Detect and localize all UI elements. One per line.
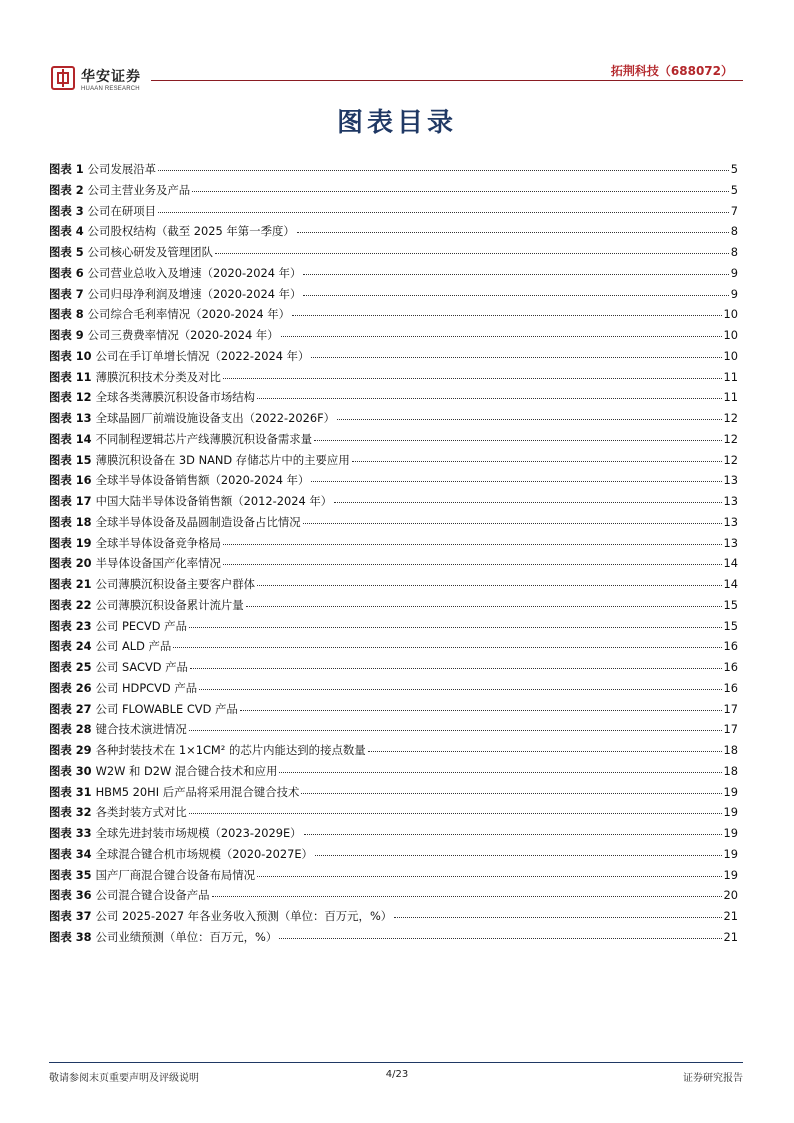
toc-entry-title: 公司 2025-2027 年各业务收入预测（单位：百万元，%） <box>95 909 393 923</box>
toc-leader-dots <box>158 212 729 213</box>
toc-entry[interactable] <box>49 306 738 327</box>
toc-entry[interactable] <box>49 535 738 556</box>
toc-entry-title: 公司归母净利润及增速（2020-2024 年） <box>87 286 302 301</box>
toc-leader-dots <box>190 668 722 669</box>
toc-entry-heading <box>49 742 366 758</box>
toc-leader-dots <box>257 585 721 586</box>
toc-entry[interactable] <box>49 265 738 286</box>
toc-entry-heading <box>49 431 312 447</box>
toc-entry-title: 半导体设备国产化率情况 <box>95 556 221 571</box>
toc-entry-title: 公司薄膜沉积设备累计流片量 <box>95 597 244 612</box>
toc-entry-label: 图表 14 <box>49 431 92 446</box>
toc-leader-dots <box>173 647 721 648</box>
toc-entry-heading <box>49 265 301 281</box>
toc-entry-title: 公司业绩预测（单位：百万元，%） <box>95 929 278 944</box>
toc-entry-label: 图表 30 <box>49 763 92 778</box>
toc-entry-title: 公司 ALD 产品 <box>95 639 172 654</box>
toc-leader-dots <box>158 170 729 171</box>
toc-entry-label: 图表 18 <box>49 514 92 529</box>
toc-entry-heading <box>49 555 221 571</box>
toc-entry-page: 16 <box>723 660 738 674</box>
toc-leader-dots <box>199 689 721 690</box>
toc-entry-label: 图表 3 <box>49 203 84 218</box>
toc-entry-label: 图表 36 <box>49 888 92 903</box>
toc-entry[interactable] <box>49 161 738 182</box>
toc-entry-label: 图表 22 <box>49 597 92 612</box>
toc-entry[interactable] <box>49 369 738 390</box>
toc-entry[interactable] <box>49 908 738 929</box>
toc-entry-heading <box>49 514 301 530</box>
toc-entry[interactable] <box>49 493 738 514</box>
toc-entry-heading <box>49 597 244 613</box>
toc-entry[interactable] <box>49 223 738 244</box>
toc-entry-page: 15 <box>723 618 738 633</box>
footer-disclaimer: 敬请参阅末页重要声明及评级说明 <box>49 1073 199 1084</box>
toc-entry-title: 公司主营业务及产品 <box>87 182 191 197</box>
toc-entry-heading <box>49 244 213 260</box>
toc-entry-title: 公司三费费率情况（2020-2024 年） <box>87 328 279 342</box>
header-divider <box>151 80 743 81</box>
toc-entry-label: 图表 6 <box>49 265 84 280</box>
toc-entry-label: 图表 17 <box>49 494 92 508</box>
toc-entry[interactable] <box>49 182 738 203</box>
toc-leader-dots <box>301 793 721 794</box>
toc-entry-heading <box>49 535 221 551</box>
toc-leader-dots <box>215 253 729 254</box>
toc-entry-label: 图表 37 <box>49 909 92 923</box>
toc-entry-heading <box>49 659 188 675</box>
toc-entry-heading <box>49 867 255 883</box>
toc-entry-title: 公司发展沿革 <box>87 162 157 176</box>
brand-name-en: HUAAN RESEARCH <box>81 86 140 92</box>
toc-entry[interactable] <box>49 472 738 493</box>
toc-entry-label: 图表 16 <box>49 473 92 488</box>
toc-leader-dots <box>303 523 722 524</box>
toc-leader-dots <box>192 191 729 192</box>
toc-entry-label: 图表 1 <box>49 162 84 176</box>
toc-entry-page: 17 <box>723 701 738 716</box>
toc-entry-page: 10 <box>723 307 738 322</box>
toc-leader-dots <box>352 461 722 462</box>
toc-leader-dots <box>334 502 721 503</box>
toc-entry[interactable] <box>49 618 738 639</box>
toc-entry[interactable] <box>49 929 738 950</box>
toc-entry-title: 全球晶圆厂前端设施设备支出（2022-2026F） <box>95 411 336 425</box>
toc-entry-title: 公司在研项目 <box>87 203 157 218</box>
toc-entry-heading <box>49 348 309 364</box>
toc-entry-page: 8 <box>730 245 738 259</box>
toc-entry-heading <box>49 721 187 737</box>
toc-leader-dots <box>257 398 721 399</box>
toc-entry-page: 10 <box>723 348 738 363</box>
footer-report-type: 证券研究报告 <box>683 1073 743 1084</box>
toc-entry-page: 19 <box>723 784 738 799</box>
toc-entry-title: 薄膜沉积技术分类及对比 <box>95 369 221 384</box>
toc-entry-title: 国产厂商混合键合设备布局情况 <box>95 867 256 882</box>
toc-leader-dots <box>297 232 729 233</box>
toc-leader-dots <box>315 855 722 856</box>
toc-entry-title: 各类封装方式对比 <box>95 805 187 820</box>
toc-entry[interactable] <box>49 203 738 224</box>
toc-entry[interactable] <box>49 638 738 659</box>
toc-entry-title: 公司 PECVD 产品 <box>95 618 187 633</box>
toc-entry-label: 图表 19 <box>49 535 92 550</box>
toc-leader-dots <box>368 751 722 752</box>
toc-leader-dots <box>240 710 722 711</box>
toc-leader-dots <box>246 606 722 607</box>
toc-entry-title: 公司核心研发及管理团队 <box>87 245 213 259</box>
toc-entry-label: 图表 11 <box>49 369 92 384</box>
toc-entry-page: 17 <box>723 722 738 737</box>
toc-leader-dots <box>279 772 721 773</box>
toc-entry-heading <box>49 493 332 509</box>
toc-entry-page: 20 <box>723 888 738 903</box>
toc-entry-heading <box>49 638 171 654</box>
toc-entry-label: 图表 4 <box>49 224 84 239</box>
company-ticker: 拓荆科技（688072） <box>610 64 733 78</box>
toc-entry-title: W2W 和 D2W 混合键合技术和应用 <box>95 763 278 778</box>
toc-entry[interactable] <box>49 576 738 597</box>
toc-entry-heading <box>49 203 156 219</box>
toc-entry-title: 全球各类薄膜沉积设备市场结构 <box>95 390 256 405</box>
toc-leader-dots <box>189 813 722 814</box>
toc-entry-heading <box>49 306 290 322</box>
toc-entry[interactable] <box>49 348 738 369</box>
toc-entry[interactable] <box>49 680 738 701</box>
toc-entry-title: 公司综合毛利率情况（2020-2024 年） <box>87 307 291 322</box>
toc-entry[interactable] <box>49 846 738 867</box>
toc-entry[interactable] <box>49 514 738 535</box>
toc-entry-page: 19 <box>723 805 738 820</box>
toc-entry[interactable] <box>49 410 738 431</box>
toc-entry[interactable] <box>49 555 738 576</box>
toc-entry-title: 薄膜沉积设备在 3D NAND 存储芯片中的主要应用 <box>95 452 350 467</box>
toc-leader-dots <box>189 730 722 731</box>
toc-entry-page: 12 <box>723 411 738 425</box>
toc-entry-heading <box>49 784 299 800</box>
toc-entry-label: 图表 32 <box>49 805 92 820</box>
toc-entry-title: 中国大陆半导体设备销售额（2012-2024 年） <box>95 494 333 508</box>
toc-entry-heading <box>49 161 156 177</box>
toc-entry-page: 14 <box>723 577 738 591</box>
toc-entry-label: 图表 15 <box>49 452 92 467</box>
toc-entry-page: 5 <box>730 162 738 176</box>
toc-entry-label: 图表 24 <box>49 639 92 654</box>
toc-entry-label: 图表 33 <box>49 826 92 840</box>
toc-entry-label: 图表 9 <box>49 328 84 342</box>
toc-entry[interactable] <box>49 286 738 307</box>
toc-entry-label: 图表 25 <box>49 660 92 674</box>
toc-entry-label: 图表 38 <box>49 929 92 944</box>
toc-entry-label: 图表 28 <box>49 722 92 737</box>
toc-entry[interactable] <box>49 701 738 722</box>
toc-leader-dots <box>279 938 721 939</box>
toc-entry-heading <box>49 182 190 198</box>
brand-seal-icon <box>51 66 75 90</box>
toc-entry-page: 19 <box>723 846 738 861</box>
toc-entry-page: 13 <box>723 535 738 550</box>
toc-leader-dots <box>223 564 722 565</box>
toc-leader-dots <box>257 876 721 877</box>
toc-entry-label: 图表 2 <box>49 182 84 197</box>
toc-entry-heading <box>49 286 301 302</box>
toc-entry-heading <box>49 887 210 903</box>
table-of-figures <box>49 161 738 950</box>
toc-entry-label: 图表 8 <box>49 307 84 322</box>
toc-entry-label: 图表 34 <box>49 846 92 861</box>
toc-entry-title: 公司 FLOWABLE CVD 产品 <box>95 701 238 716</box>
toc-entry-label: 图表 29 <box>49 743 92 757</box>
toc-entry-title: 键合技术演进情况 <box>95 722 187 737</box>
toc-leader-dots <box>212 896 722 897</box>
toc-entry[interactable] <box>49 804 738 825</box>
toc-entry-title: 全球混合键合机市场规模（2020-2027E） <box>95 846 313 861</box>
toc-entry-page: 19 <box>723 826 738 840</box>
toc-leader-dots <box>281 336 722 337</box>
toc-leader-dots <box>311 481 721 482</box>
toc-leader-dots <box>223 378 722 379</box>
toc-entry-page: 11 <box>723 390 738 405</box>
toc-entry-heading <box>49 452 350 468</box>
toc-entry-page: 8 <box>730 224 738 239</box>
toc-entry-title: 公司混合键合设备产品 <box>95 888 210 903</box>
toc-entry-title: HBM5 20HI 后产品将采用混合键合技术 <box>95 784 300 799</box>
toc-entry-title: 全球先进封装市场规模（2023-2029E） <box>95 826 302 840</box>
toc-entry-heading <box>49 389 255 405</box>
toc-entry-page: 9 <box>730 265 738 280</box>
toc-entry[interactable] <box>49 867 738 888</box>
toc-entry[interactable] <box>49 659 738 680</box>
toc-entry-label: 图表 12 <box>49 390 92 405</box>
toc-entry-heading <box>49 825 302 841</box>
toc-leader-dots <box>311 357 721 358</box>
toc-entry-page: 21 <box>723 909 738 923</box>
toc-leader-dots <box>223 544 722 545</box>
toc-entry-page: 9 <box>730 286 738 301</box>
toc-entry-title: 全球半导体设备销售额（2020-2024 年） <box>95 473 310 488</box>
toc-entry-title: 公司营业总收入及增速（2020-2024 年） <box>87 265 302 280</box>
toc-leader-dots <box>292 315 721 316</box>
toc-entry-title: 公司薄膜沉积设备主要客户群体 <box>95 577 256 591</box>
toc-entry-title: 公司 HDPCVD 产品 <box>95 680 198 695</box>
toc-entry-page: 21 <box>723 929 738 944</box>
toc-entry-label: 图表 13 <box>49 411 92 425</box>
toc-entry-heading <box>49 701 238 717</box>
toc-entry-page: 12 <box>723 431 738 446</box>
toc-entry[interactable] <box>49 431 738 452</box>
toc-entry-title: 各种封装技术在 1×1CM² 的芯片内能达到的接点数量 <box>95 743 366 757</box>
toc-entry-page: 5 <box>730 182 738 197</box>
toc-entry-page: 16 <box>723 639 738 654</box>
toc-entry-label: 图表 20 <box>49 556 92 571</box>
toc-entry-title: 全球半导体设备及晶圆制造设备占比情况 <box>95 514 301 529</box>
toc-entry[interactable] <box>49 452 738 473</box>
toc-entry-page: 13 <box>723 494 738 508</box>
toc-entry-page: 13 <box>723 514 738 529</box>
toc-entry-page: 18 <box>723 743 738 757</box>
toc-entry-page: 12 <box>723 452 738 467</box>
toc-entry[interactable] <box>49 784 738 805</box>
footer-divider <box>49 1062 743 1063</box>
toc-entry-page: 15 <box>723 597 738 612</box>
toc-entry[interactable] <box>49 597 738 618</box>
toc-entry-heading <box>49 369 221 385</box>
toc-entry-page: 16 <box>723 680 738 695</box>
page-number: 4/23 <box>385 1069 409 1080</box>
toc-leader-dots <box>314 440 721 441</box>
toc-entry-label: 图表 35 <box>49 867 92 882</box>
toc-entry-page: 7 <box>730 203 738 218</box>
toc-leader-dots <box>303 295 728 296</box>
toc-entry-heading <box>49 223 295 239</box>
toc-entry-heading <box>49 763 277 779</box>
toc-entry-title: 公司 SACVD 产品 <box>95 660 188 674</box>
toc-entry[interactable] <box>49 721 738 742</box>
toc-entry-heading <box>49 929 277 945</box>
toc-entry-label: 图表 10 <box>49 348 92 363</box>
toc-entry-heading <box>49 846 313 862</box>
toc-leader-dots <box>303 274 728 275</box>
toc-entry-title: 不同制程逻辑芯片产线薄膜沉积设备需求量 <box>95 431 313 446</box>
toc-entry-label: 图表 27 <box>49 701 92 716</box>
toc-entry-heading <box>49 680 197 696</box>
toc-entry[interactable] <box>49 887 738 908</box>
toc-entry-heading <box>49 804 187 820</box>
toc-entry-label: 图表 26 <box>49 680 92 695</box>
toc-entry[interactable] <box>49 825 738 846</box>
toc-entry-heading <box>49 472 309 488</box>
toc-entry[interactable] <box>49 763 738 784</box>
toc-entry-heading <box>49 908 392 924</box>
toc-entry-heading <box>49 327 279 343</box>
toc-entry-page: 14 <box>723 556 738 571</box>
toc-leader-dots <box>304 834 722 835</box>
toc-entry-label: 图表 21 <box>49 577 92 591</box>
toc-entry[interactable] <box>49 327 738 348</box>
page-title: 图表目录 <box>336 108 457 138</box>
toc-entry-heading <box>49 410 335 426</box>
toc-entry[interactable] <box>49 389 738 410</box>
toc-entry-page: 13 <box>723 473 738 488</box>
toc-entry-heading <box>49 618 187 634</box>
toc-entry-label: 图表 23 <box>49 618 92 633</box>
brand-name: 华安证券 <box>81 69 141 85</box>
toc-entry-title: 公司股权结构（截至 2025 年第一季度） <box>87 224 295 239</box>
toc-entry-page: 19 <box>723 867 738 882</box>
toc-entry-page: 11 <box>723 369 738 384</box>
toc-entry-title: 全球半导体设备竞争格局 <box>95 535 221 550</box>
toc-entry-title: 公司在手订单增长情况（2022-2024 年） <box>95 348 310 363</box>
toc-entry[interactable] <box>49 742 738 763</box>
toc-entry-label: 图表 7 <box>49 286 84 301</box>
toc-entry[interactable] <box>49 244 738 265</box>
brand-logo <box>51 66 161 96</box>
toc-leader-dots <box>394 917 721 918</box>
toc-leader-dots <box>337 419 721 420</box>
toc-entry-label: 图表 31 <box>49 784 92 799</box>
toc-leader-dots <box>189 627 722 628</box>
toc-entry-label: 图表 5 <box>49 245 84 259</box>
toc-entry-heading <box>49 576 255 592</box>
toc-entry-page: 10 <box>723 328 738 342</box>
toc-entry-page: 18 <box>723 763 738 778</box>
